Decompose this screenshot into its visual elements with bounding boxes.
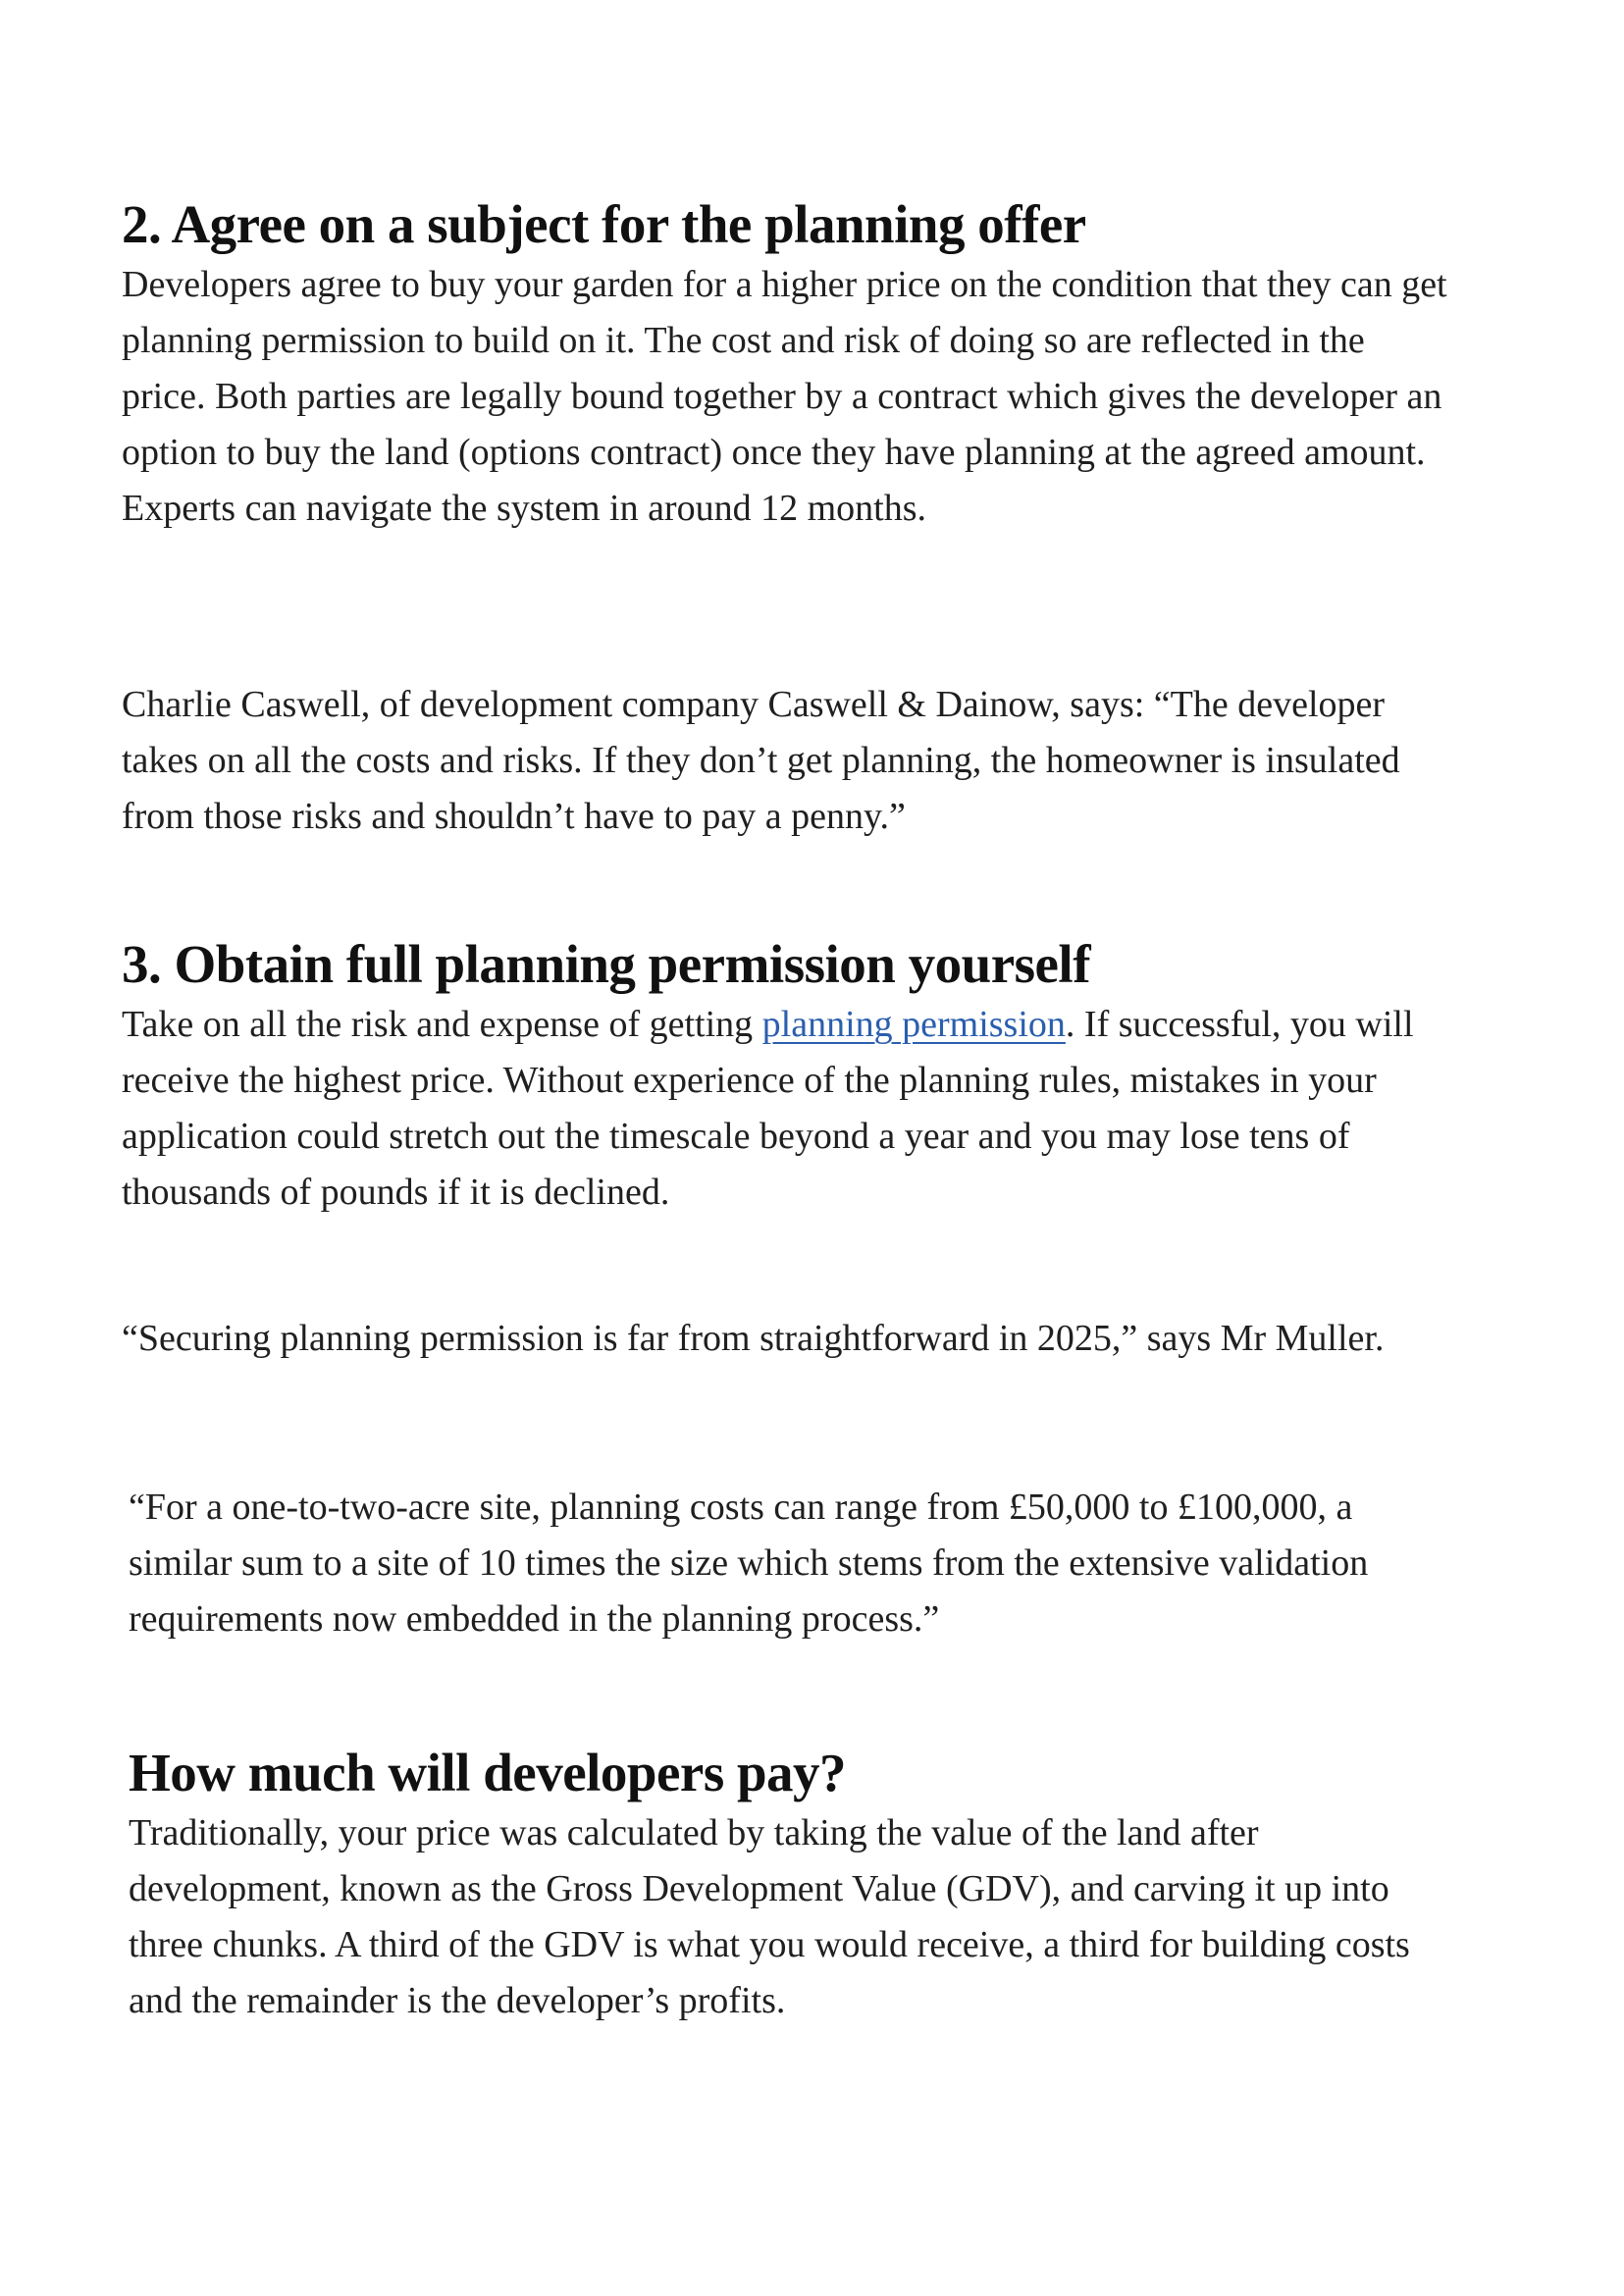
paragraph-caswell-quote: Charlie Caswell, of development company Caswell & Dainow, says: “The developer takes on all the costs and risks. If they don’t get planning, the homeowner is insulated from those risks and shouldn’t have to pay a penny.” (122, 684, 1400, 837)
paragraph-muller-quote: “Securing planning permission is far from straightforward in 2025,” says Mr Muller. (122, 1318, 1385, 1359)
planning-permission-link[interactable]: planning permission (761, 1004, 1066, 1045)
paragraph-full-planning-body (122, 997, 1456, 1221)
paragraph-gdv-explanation: Traditionally, your price was calculated by taking the value of the land after development, known as the Gross Development Value (GDV), and carving it up into three chunks. A third of the GDV is what you would receive, a third for building costs and the remainder is the developer’s profits. (129, 1812, 1410, 2021)
paragraph-text-after-link: . If successful, you will receive the highest price. Without experience of the planning rules, mistakes in your application could stretch out the timescale beyond a year and you may lose tens of thousands of pounds if it is declined. (122, 1004, 1414, 1213)
paragraph-text-before-link: Take on all the risk and expense of getting (122, 1004, 762, 1045)
paragraph-agree-subject-body: Developers agree to buy your garden for a higher price on the condition that they can get planning permission to build on it. The cost and risk of doing so are reflected in the price. Both parties are legally bound together by a contract which gives the developer an option to buy the land (options contract) once they have planning at the agreed amount. Experts can navigate the system in around 12 months. (122, 264, 1447, 529)
section-heading-agree-subject: 2. Agree on a subject for the planning offer (122, 194, 1086, 254)
section-heading-full-planning: 3. Obtain full planning permission yourself (122, 934, 1091, 994)
section-heading-how-much: How much will developers pay? (129, 1743, 847, 1802)
paragraph-planning-costs-quote: “For a one-to-two-acre site, planning costs can range from £50,000 to £100,000, a similar sum to a site of 10 times the size which stems from the extensive validation requirements now embedded in the planning process.” (129, 1487, 1369, 1640)
